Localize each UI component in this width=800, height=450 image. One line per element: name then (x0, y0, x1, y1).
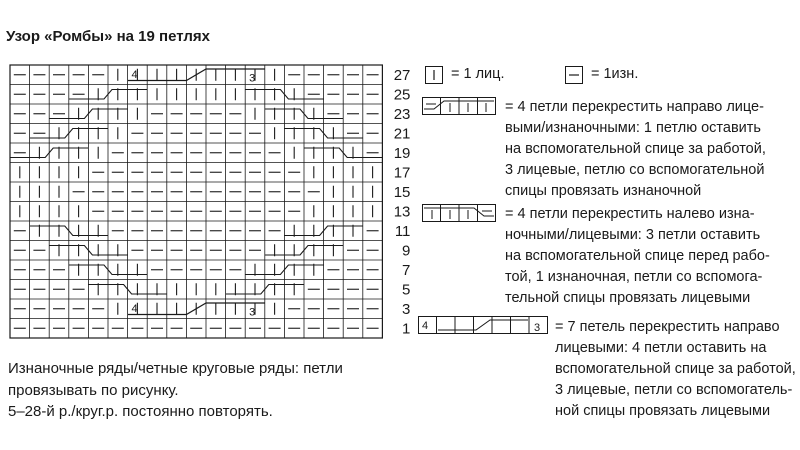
legend-line: 3 лицевые, петли со вспомогатель- (555, 382, 793, 398)
cross-seven-legend-text (555, 317, 796, 422)
chart-title: Узор «Ромбы» на 19 петлях (6, 28, 210, 45)
row-number: 9 (402, 242, 411, 260)
legend-line: 3 лицевые, петлю со вспомогательной (505, 162, 765, 178)
legend-line: лицевыми: 4 петли оставить на (555, 340, 767, 356)
purl-legend-text: = 1изн. (591, 66, 639, 82)
note-line: 5–28-й р./круг.р. постоянно повторять. (8, 403, 273, 420)
knit-symbol-icon (425, 66, 443, 84)
knit-legend-text: = 1 лиц. (451, 66, 505, 82)
cross-right-legend-text (505, 97, 766, 202)
purl-symbol-icon (565, 66, 583, 84)
cable-right-number: 3 (249, 306, 256, 319)
row-number: 13 (393, 203, 411, 221)
legend-line: = 4 петли перекрестить налево изна- (505, 206, 755, 222)
row-number: 23 (393, 105, 411, 123)
cross-right-symbol-icon (422, 97, 496, 115)
note-line: Изнаночные ряды/четные круговые ряды: петли (8, 360, 343, 377)
row-number: 1 (402, 320, 411, 338)
legend-line: выми/изнаночными: 1 петлю оставить (505, 120, 761, 136)
legend-line: на вспомогательной спице перед рабо- (505, 248, 770, 264)
cross-left-symbol-icon (422, 204, 496, 222)
row-number: 19 (393, 144, 411, 162)
row-number: 11 (394, 222, 411, 240)
row-number: 15 (393, 183, 411, 201)
cable-left-number: 4 (131, 69, 138, 81)
legend-line: ной спицы провязать лицевыми (555, 403, 771, 419)
cable-left-number: 4 (131, 303, 138, 315)
row-number: 17 (393, 164, 411, 182)
legend-line: ночными/лицевыми: 3 петли оставить (505, 227, 761, 243)
cross-seven-right-number: 3 (534, 322, 541, 334)
row-number: 27 (393, 66, 411, 84)
cable-right-number: 3 (249, 72, 256, 85)
row-number: 3 (402, 300, 411, 318)
note-line: провязывать по рисунку. (8, 381, 179, 399)
cross-seven-symbol-icon (418, 316, 548, 334)
legend-line: той, 1 изнаночная, петли со вспомога- (505, 269, 763, 285)
legend-line: спицы провязать изнаночной (505, 183, 702, 199)
legend-line: = 7 петель перекрестить направо (555, 319, 780, 335)
legend-line: = 4 петли перекрестить направо лице- (505, 99, 764, 115)
row-number: 21 (393, 125, 411, 143)
row-number: 25 (393, 86, 411, 104)
legend-line: тельной спицы провязать лицевыми (505, 290, 751, 306)
instructions-note (8, 358, 343, 423)
row-number: 7 (402, 261, 411, 279)
row-number: 5 (402, 281, 411, 299)
cross-left-legend-text (505, 204, 770, 309)
legend-line: на вспомогательной спице за работой, (505, 141, 766, 157)
cross-seven-left-number: 4 (422, 320, 429, 332)
legend-line: вспомогательной спице за работой, (555, 361, 796, 377)
